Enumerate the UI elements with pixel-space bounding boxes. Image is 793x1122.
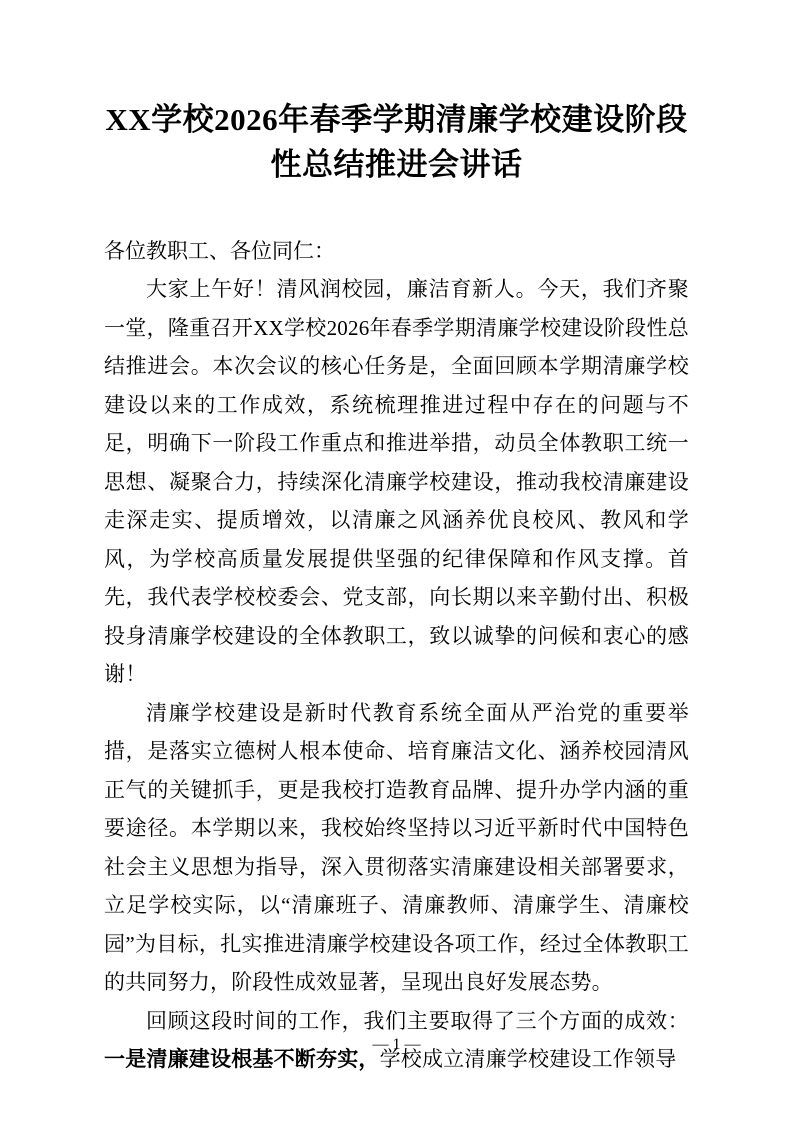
salutation: 各位教职工、各位同仁：: [104, 238, 335, 263]
paragraph-segment: 学校成立清廉学校建设工作领导: [379, 1047, 677, 1072]
paragraph: [104, 694, 689, 1002]
document-title: XX学校2026年春季学期清廉学校建设阶段性总结推进会讲话: [105, 102, 688, 182]
paragraph-segment: 清廉学校建设是新时代教育系统全面从严治党的重要举措，是落实立德树人根本使命、培育廉洁文化、涵养校园清风正气的关键抓手，更是我校打造教育品牌、提升办学内涵的重要途径。本学期以来，我校始终坚持以习近平新时代中国特色社会主义思想为指导，深入贯彻落实清廉建设相关部署要求，立足学校实际，以“清廉班子、清廉教师、清廉学生、清廉校园”为目标，扎实推进清廉学校建设各项工作，经过全体教职工的共同努力，阶段性成效显著，呈现出良好发展态势。: [104, 700, 689, 995]
document-body: [104, 270, 689, 1079]
paragraph: [104, 270, 689, 694]
paragraph-segment: 回顾这段时间的工作，我们主要取得了三个方面的成效：: [146, 1008, 689, 1033]
paragraph-segment: 大家上午好！清风润校园，廉洁育新人。今天，我们齐聚一堂，隆重召开XX学校2026年春季学期清廉学校建设阶段性总结推进会。本次会议的核心任务是，全面回顾本学期清廉学校建设以来的工作成效，系统梳理推进过程中存在的问题与不足，明确下一阶段工作重点和推进举措，动员全体教职工统一思想、凝聚合力，持续深化清廉学校建设，推动我校清廉建设走深走实、提质增效，以清廉之风涵养优良校风、教风和学风，为学校高质量发展提供坚强的纪律保障和作风支撑。首先，我代表学校校委会、党支部，向长期以来辛勤付出、积极投身清廉学校建设的全体教职工，致以诚挚的问候和衷心的感谢！: [104, 277, 689, 687]
paragraph-bold-segment: 一是清廉建设根基不断夯实，: [104, 1047, 380, 1072]
page-number: — 1 —: [372, 1036, 421, 1053]
